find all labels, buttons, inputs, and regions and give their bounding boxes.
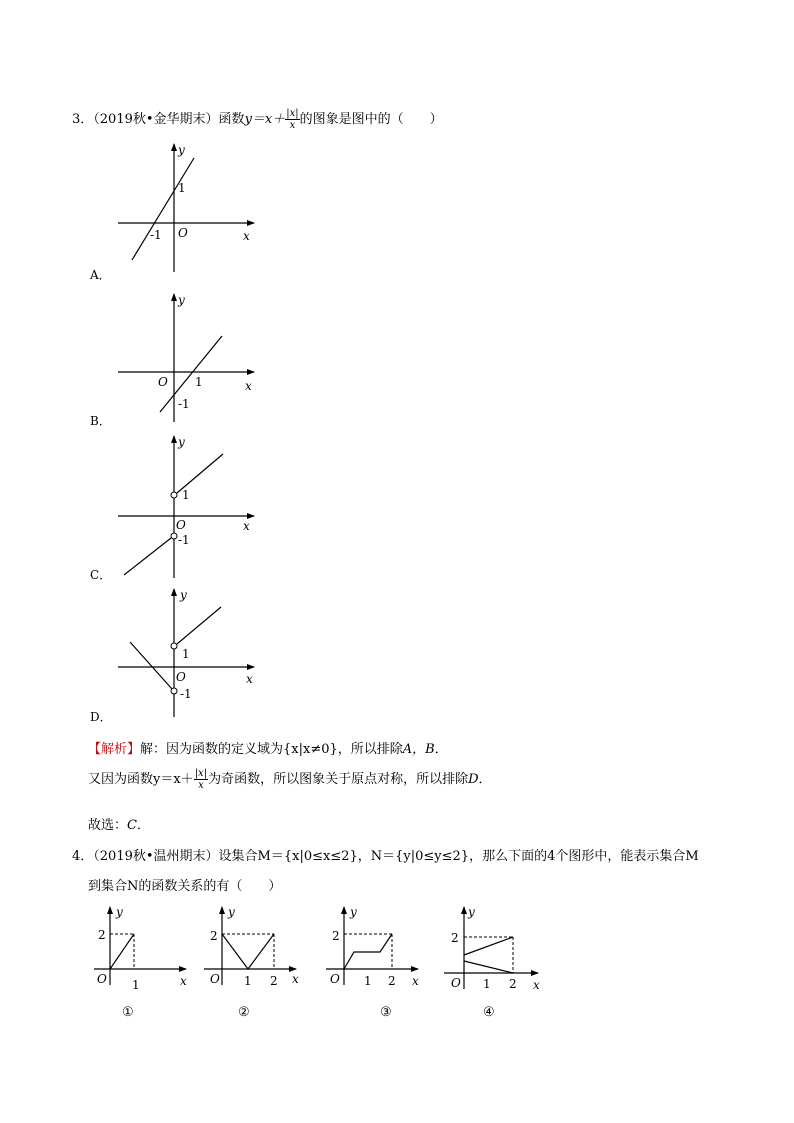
- analysis-text: ．: [136, 818, 150, 833]
- x-label: x: [243, 519, 250, 533]
- analysis-text: 为奇函数，所以图象关于原点对称，所以排除: [208, 772, 469, 787]
- tick-2: 2: [332, 929, 340, 943]
- q3-fraction: [285, 108, 299, 131]
- q3-frac-num: |x|: [286, 108, 299, 119]
- analysis-line-1: [88, 738, 448, 757]
- figure-4-label: ④: [483, 1005, 495, 1020]
- tick-2-x: 2: [509, 977, 517, 991]
- figure-3: [322, 903, 432, 998]
- analysis-text: 故选：: [88, 818, 128, 833]
- origin-label: O: [158, 375, 168, 389]
- x-label: x: [180, 974, 187, 988]
- y-label: y: [228, 905, 235, 919]
- tick-neg1: -1: [178, 533, 190, 547]
- origin-label: O: [176, 670, 186, 684]
- analysis-frac-num: |x|: [194, 768, 208, 779]
- tick-1: 1: [364, 974, 372, 988]
- graph-line: [222, 934, 274, 969]
- tick-1: 1: [182, 647, 190, 661]
- q3-stem-pre: 函数: [218, 112, 245, 127]
- origin-label: O: [97, 972, 107, 986]
- q3-stem-post: 的图象是图中的（ ）: [299, 112, 443, 127]
- analysis-text: 解：因为函数的定义域为{x|x≠0}，所以排除: [140, 742, 403, 757]
- q3-source: （2019秋•金华期末）: [93, 112, 219, 127]
- analysis-tag: 【解析】: [88, 742, 141, 757]
- tick-1: 1: [132, 978, 140, 992]
- graph-line-left: [124, 538, 171, 575]
- tick-1: 1: [195, 375, 203, 389]
- q3-number: 3．: [72, 112, 94, 127]
- origin-label: O: [330, 972, 340, 986]
- graph-line: [132, 158, 194, 260]
- q4-stem-line-2: [88, 875, 281, 894]
- analysis-text: ．: [434, 742, 448, 757]
- option-c-label: C．: [90, 568, 112, 582]
- x-label: x: [292, 972, 299, 986]
- figure-2: [200, 903, 310, 998]
- figure-1: [90, 903, 200, 998]
- analysis-text: A，B: [402, 742, 435, 757]
- figure-3-label: ③: [380, 1005, 392, 1020]
- x-label: x: [243, 229, 250, 243]
- tick-neg1: -1: [180, 687, 192, 701]
- q3-frac-den: x: [289, 120, 296, 131]
- x-label: x: [533, 978, 540, 992]
- tick-2: 2: [210, 929, 218, 943]
- graph-line-lower: [464, 961, 513, 973]
- graph-line: [110, 934, 134, 969]
- analysis-frac-den: x: [198, 780, 204, 791]
- analysis-fraction: [194, 768, 208, 791]
- q4-text: 到集合N的函数关系的有（ ）: [88, 879, 282, 894]
- tick-1: 1: [483, 977, 491, 991]
- y-label: y: [116, 905, 123, 919]
- analysis-text: ．: [478, 772, 492, 787]
- open-point: [171, 643, 177, 649]
- origin-label: O: [176, 518, 186, 532]
- analysis-line-2: [88, 768, 492, 791]
- tick-2: 2: [98, 928, 106, 942]
- graph-line-right: [177, 607, 221, 644]
- graph-line-left: [130, 642, 172, 689]
- q3-stem: [72, 108, 443, 131]
- tick-2-x: 2: [270, 974, 278, 988]
- graph-line-upper: [464, 937, 513, 955]
- q3-y: y: [244, 112, 252, 127]
- graph-d: [110, 585, 270, 720]
- origin-label: O: [210, 972, 220, 986]
- figure-4: [440, 903, 550, 998]
- q3-eq: ＝x＋: [251, 112, 286, 127]
- analysis-text: D: [468, 772, 479, 787]
- q4-text: 设集合M＝{x|0≤x≤2}，N＝{y|0≤y≤2}，那么下面的4个图形中，能表示集合M: [218, 849, 699, 864]
- tick-1: 1: [244, 974, 252, 988]
- graph-line: [344, 934, 392, 969]
- figure-2-label: ②: [238, 1005, 250, 1020]
- figure-1-label: ①: [122, 1005, 134, 1020]
- graph-b: [110, 290, 270, 425]
- origin-label: O: [178, 226, 188, 240]
- option-a-label: A．: [90, 268, 111, 282]
- tick-neg1: -1: [178, 397, 190, 411]
- tick-1: 1: [178, 181, 186, 195]
- tick-neg1: -1: [150, 228, 162, 242]
- analysis-answer: C: [127, 818, 137, 833]
- analysis-line-3: [88, 814, 150, 833]
- origin-label: O: [451, 976, 461, 990]
- open-point: [171, 688, 177, 694]
- tick-1: 1: [182, 488, 190, 502]
- y-label: y: [178, 293, 185, 307]
- y-label: y: [178, 435, 185, 449]
- y-label: y: [350, 905, 357, 919]
- open-point: [171, 492, 177, 498]
- analysis-text: 又因为函数y＝x＋: [88, 772, 194, 787]
- option-b-label: B．: [90, 414, 111, 428]
- q4-source: （2019秋•温州期末）: [93, 849, 219, 864]
- x-label: x: [412, 974, 419, 988]
- open-point: [171, 533, 177, 539]
- x-label: x: [245, 379, 252, 393]
- option-d-label: D．: [90, 710, 112, 724]
- graph-a: [110, 140, 270, 280]
- q4-number: 4．: [72, 849, 94, 864]
- tick-2-x: 2: [388, 974, 396, 988]
- tick-2: 2: [451, 931, 459, 945]
- q4-stem-line-1: [72, 845, 699, 864]
- graph-c: [110, 432, 270, 582]
- graph-line: [160, 336, 222, 412]
- x-label: x: [246, 672, 253, 686]
- y-label: y: [468, 905, 475, 919]
- y-label: y: [178, 143, 185, 157]
- y-label: y: [180, 588, 187, 602]
